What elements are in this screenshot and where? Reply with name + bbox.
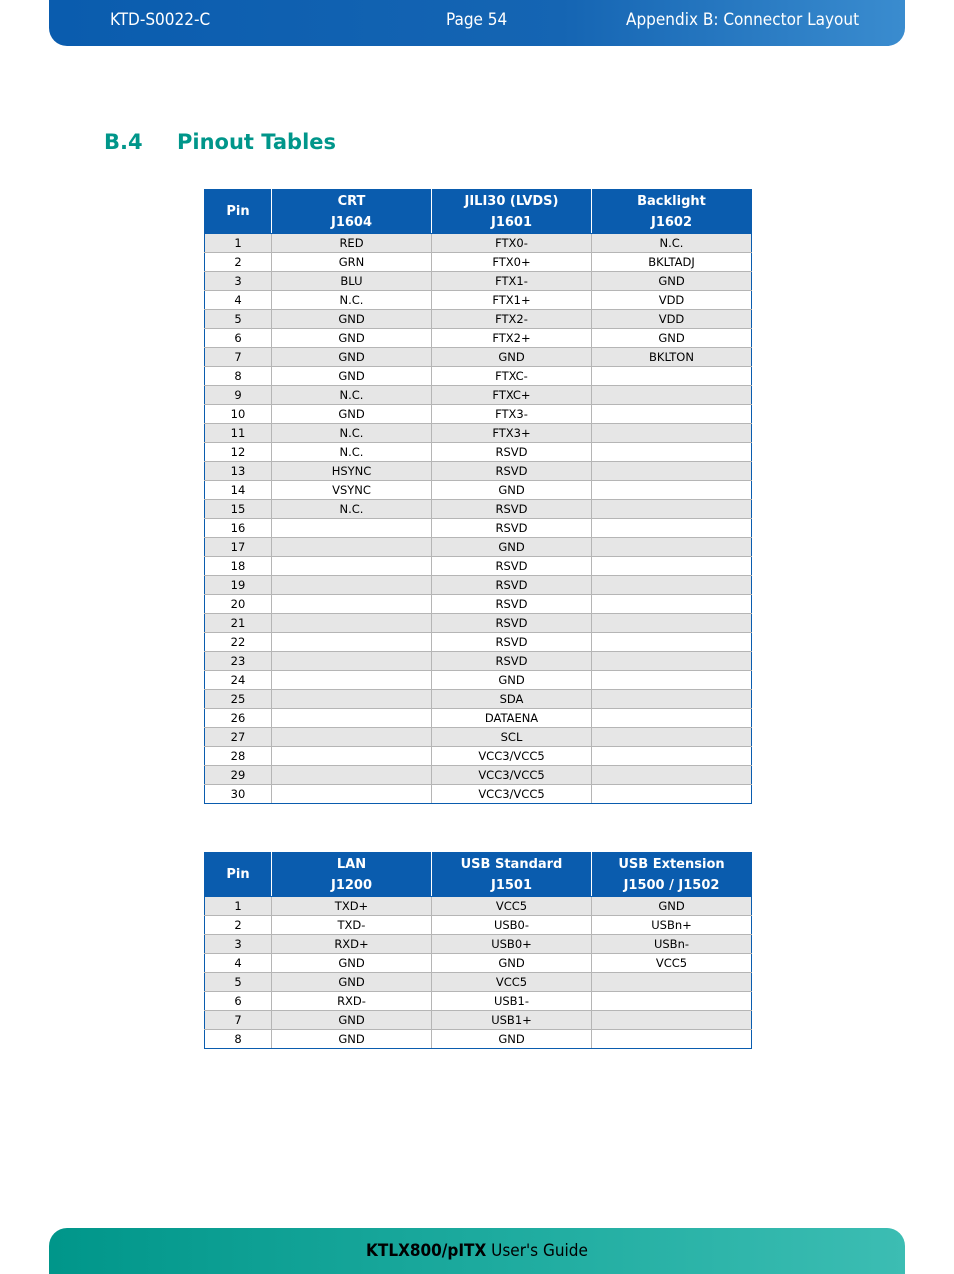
table-cell: FTX1+ [432,291,592,310]
table-cell: USB0- [432,916,592,935]
table-row [205,897,752,916]
table-cell [592,595,752,614]
table-cell: BKLTADJ [592,253,752,272]
table-row [205,405,752,424]
table-cell: 26 [205,709,272,728]
section-number: B.4 [104,130,143,154]
table-cell: N.C. [592,234,752,253]
column-header-line1: Pin [226,867,250,882]
table-row [205,348,752,367]
table-cell [272,728,432,747]
table-cell: 12 [205,443,272,462]
table-cell: RSVD [432,652,592,671]
table-cell: VSYNC [272,481,432,500]
column-header-line1: JILI30 (LVDS) [464,193,559,209]
column-header-line1: USB Extension [618,856,725,872]
column-header [432,853,592,897]
table-cell [592,462,752,481]
table-cell [592,424,752,443]
table-row [205,671,752,690]
table-cell: 19 [205,576,272,595]
column-header-line1: Backlight [637,193,706,209]
table-cell: 28 [205,747,272,766]
table-cell: USB0+ [432,935,592,954]
table-cell: FTX0+ [432,253,592,272]
table-cell: GND [432,671,592,690]
table-cell: RSVD [432,595,592,614]
table-cell: USBn+ [592,916,752,935]
table-cell: RSVD [432,557,592,576]
table-cell [272,633,432,652]
table-cell: 11 [205,424,272,443]
table-cell: 4 [205,954,272,973]
table-row [205,519,752,538]
table-cell: GND [272,954,432,973]
table-cell [592,557,752,576]
table-cell [592,652,752,671]
table-cell: DATAENA [432,709,592,728]
table-cell: VCC5 [432,973,592,992]
table-row [205,329,752,348]
table-cell: USB1+ [432,1011,592,1030]
table-cell: FTX1- [432,272,592,291]
table-cell: 5 [205,310,272,329]
table-row [205,709,752,728]
table-cell: 29 [205,766,272,785]
table-cell: 17 [205,538,272,557]
table-cell [592,973,752,992]
column-header [272,190,432,234]
page-footer [49,1228,905,1274]
table-cell [272,709,432,728]
table-cell: HSYNC [272,462,432,481]
column-header-line2: J1200 [330,877,373,893]
table-cell: FTX2- [432,310,592,329]
table-cell [272,766,432,785]
table-row [205,785,752,804]
table-cell: GND [592,329,752,348]
table-cell [272,671,432,690]
table-cell: 24 [205,671,272,690]
table-cell [592,500,752,519]
table-row [205,595,752,614]
column-header [205,190,272,234]
table-row [205,386,752,405]
column-header [592,853,752,897]
table-row [205,935,752,954]
table-cell: 7 [205,348,272,367]
table-cell: USBn- [592,935,752,954]
column-header [432,190,592,234]
doc-id: KTD-S0022-C [110,10,211,30]
table-cell: 3 [205,935,272,954]
table-cell [272,519,432,538]
page-number: Page 54 [446,10,508,30]
table-cell [592,992,752,1011]
table-cell: 13 [205,462,272,481]
column-header-line1: LAN [336,856,367,872]
table-cell [272,652,432,671]
table-row [205,973,752,992]
table-row [205,557,752,576]
table-cell: 27 [205,728,272,747]
table-cell: TXD- [272,916,432,935]
table-cell: 15 [205,500,272,519]
table-cell: 5 [205,973,272,992]
column-header-line2: J1501 [490,877,533,893]
table-cell: FTX3+ [432,424,592,443]
table-cell: GND [272,973,432,992]
table-cell: BKLTON [592,348,752,367]
table-cell: 9 [205,386,272,405]
table-cell: 25 [205,690,272,709]
table-cell: 4 [205,291,272,310]
table-cell: GND [592,272,752,291]
table-row [205,291,752,310]
table-row [205,481,752,500]
table-cell: N.C. [272,291,432,310]
table-row [205,272,752,291]
table-row [205,992,752,1011]
table-cell: 6 [205,992,272,1011]
table-row [205,500,752,519]
table-cell: VCC3/VCC5 [432,785,592,804]
table-cell: FTX2+ [432,329,592,348]
table-cell [592,671,752,690]
table-cell [592,690,752,709]
table-cell: RXD- [272,992,432,1011]
table-cell [272,785,432,804]
table-cell [592,405,752,424]
footer-product: KTLX800/pITX [366,1241,487,1261]
table-row [205,462,752,481]
header-section: Appendix B: Connector Layout [626,10,860,30]
table-row [205,728,752,747]
table-cell [272,690,432,709]
table-row [205,652,752,671]
table-cell: 1 [205,234,272,253]
table-cell [592,785,752,804]
table-cell [592,1011,752,1030]
table-cell: GND [272,348,432,367]
table-row [205,1030,752,1049]
table-row [205,633,752,652]
table-cell: GND [432,348,592,367]
table-cell: RSVD [432,633,592,652]
table-cell: RSVD [432,519,592,538]
table-cell: 2 [205,253,272,272]
footer-suffix: User's Guide [486,1241,588,1261]
table-cell: FTX3- [432,405,592,424]
table-cell: 30 [205,785,272,804]
table-cell [272,747,432,766]
table-cell: GND [432,481,592,500]
table-cell: GND [272,367,432,386]
table-cell: 6 [205,329,272,348]
table-cell: 14 [205,481,272,500]
table-cell [592,443,752,462]
table-cell [272,538,432,557]
column-header-line2: J1500 / J1502 [623,877,720,893]
table-cell: 2 [205,916,272,935]
table-cell: N.C. [272,424,432,443]
pinout-table-display [204,189,752,804]
table-cell [592,1030,752,1049]
table-cell [592,747,752,766]
column-header [592,190,752,234]
pinout-table-lan-usb [204,852,752,1049]
table-cell: SCL [432,728,592,747]
table-cell [592,766,752,785]
table-cell: VCC5 [432,897,592,916]
table-cell: 8 [205,367,272,386]
table-row [205,614,752,633]
table-cell: GND [272,1011,432,1030]
table-cell: FTXC- [432,367,592,386]
table-cell [592,386,752,405]
table-cell [592,367,752,386]
table-row [205,538,752,557]
table-row [205,576,752,595]
table-cell: FTXC+ [432,386,592,405]
table-row [205,766,752,785]
table-cell: VCC3/VCC5 [432,766,592,785]
table-cell: VDD [592,310,752,329]
table-cell: VCC3/VCC5 [432,747,592,766]
section-title: Pinout Tables [177,130,337,154]
table-cell: N.C. [272,443,432,462]
table-cell: GND [592,897,752,916]
table-cell: 8 [205,1030,272,1049]
table-cell: 21 [205,614,272,633]
table-cell: 20 [205,595,272,614]
column-header-line1: USB Standard [460,856,563,872]
table-row [205,424,752,443]
table-cell: GRN [272,253,432,272]
table-cell: 10 [205,405,272,424]
table-row [205,690,752,709]
table-cell: TXD+ [272,897,432,916]
table-cell: GND [432,1030,592,1049]
table-cell: 23 [205,652,272,671]
page-header [49,0,905,46]
table-cell: RSVD [432,500,592,519]
table-cell [592,481,752,500]
column-header-line2: J1601 [490,214,533,230]
table-row [205,253,752,272]
table-row [205,747,752,766]
column-header-line1: CRT [337,193,366,209]
table-cell: GND [272,405,432,424]
table-cell: 3 [205,272,272,291]
table-cell [592,728,752,747]
table-cell: GND [432,538,592,557]
table-row [205,1011,752,1030]
column-header [205,853,272,897]
table-row [205,367,752,386]
table-cell [272,557,432,576]
table-cell: RSVD [432,614,592,633]
table-cell [592,538,752,557]
column-header [272,853,432,897]
table-cell [592,614,752,633]
table-cell: RSVD [432,443,592,462]
table-cell: 16 [205,519,272,538]
table-cell: 1 [205,897,272,916]
table-cell: VCC5 [592,954,752,973]
table-cell: GND [272,310,432,329]
section-heading [104,130,336,154]
table-cell: GND [432,954,592,973]
table-cell: SDA [432,690,592,709]
table-cell: RSVD [432,462,592,481]
table-cell [272,595,432,614]
table-row [205,443,752,462]
table-cell: 7 [205,1011,272,1030]
table-cell: 18 [205,557,272,576]
table-cell [272,614,432,633]
table-row [205,310,752,329]
table-cell: RED [272,234,432,253]
table-cell: VDD [592,291,752,310]
table-cell: 22 [205,633,272,652]
column-header-line1: Pin [226,204,250,219]
table-cell [592,633,752,652]
table-cell [592,709,752,728]
table-row [205,954,752,973]
table-cell: USB1- [432,992,592,1011]
table-row [205,916,752,935]
table-cell: RSVD [432,576,592,595]
table-cell: N.C. [272,386,432,405]
column-header-line2: J1604 [330,214,373,230]
table-cell: BLU [272,272,432,291]
table-cell [592,519,752,538]
column-header-line2: J1602 [650,214,693,230]
table-cell: GND [272,1030,432,1049]
table-cell [592,576,752,595]
table-cell: FTX0- [432,234,592,253]
table-cell: RXD+ [272,935,432,954]
table-cell: N.C. [272,500,432,519]
table-cell [272,576,432,595]
table-row [205,234,752,253]
table-cell: GND [272,329,432,348]
